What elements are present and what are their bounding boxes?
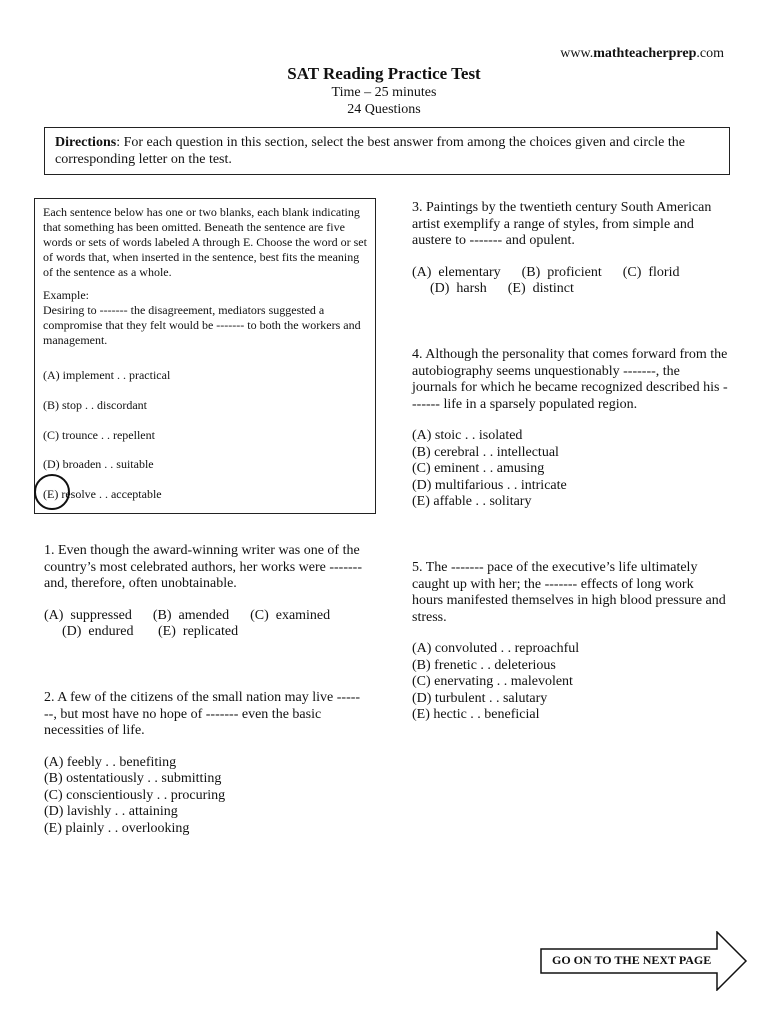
url-suffix: .com bbox=[696, 46, 724, 61]
question-5-text: 5. The ------- pace of the executive’s life ultimately caught up with her; the ------- effects of long work hours manifested themselves in high blood pressure and stress. bbox=[412, 560, 726, 625]
question-2-text: 2. A few of the citizens of the small nation may live -------, but most have no hope of ------- even the basic necessities of life. bbox=[44, 690, 361, 738]
question-5-choice-d[interactable]: (D) turbulent . . salutary bbox=[412, 690, 548, 706]
question-count: 24 Questions bbox=[347, 102, 421, 117]
question-2 bbox=[44, 690, 364, 837]
answer-circle bbox=[34, 474, 70, 510]
question-1-choices-row1[interactable]: (A) suppressed (B) amended (C) examined bbox=[44, 607, 331, 623]
example-sentence: Desiring to ------- the disagreement, mediators suggested a compromise that they felt would be ------- to both the workers and management. bbox=[43, 303, 361, 347]
question-2-choice-b[interactable]: (B) ostentatiously . . submitting bbox=[44, 771, 222, 786]
question-4-choice-a[interactable]: (A) stoic . . isolated bbox=[412, 428, 523, 443]
url-prefix: www. bbox=[560, 46, 594, 61]
example-option-d: (D) broaden . . suitable bbox=[43, 457, 154, 471]
question-2-choice-a[interactable]: (A) feebly . . benefiting bbox=[44, 754, 177, 770]
question-4-choice-e[interactable]: (E) affable . . solitary bbox=[412, 494, 532, 509]
page-title: SAT Reading Practice Test bbox=[287, 64, 481, 83]
question-4-choice-b[interactable]: (B) cerebral . . intellectual bbox=[412, 444, 559, 460]
url-domain: mathteacherprep bbox=[593, 46, 697, 61]
directions-box bbox=[44, 127, 730, 175]
question-5-choice-a[interactable]: (A) convoluted . . reproachful bbox=[412, 641, 580, 656]
question-5 bbox=[412, 560, 728, 724]
question-4-choice-d[interactable]: (D) multifarious . . intricate bbox=[412, 477, 567, 493]
question-5-choice-b[interactable]: (B) frenetic . . deleterious bbox=[412, 657, 556, 673]
question-4 bbox=[412, 347, 728, 511]
question-3-choices-row1[interactable]: (A) elementary (B) proficient (C) florid bbox=[412, 264, 680, 280]
example-option-c: (C) trounce . . repellent bbox=[43, 428, 155, 442]
directions-label: Directions bbox=[55, 135, 117, 150]
example-label: Example: bbox=[43, 288, 89, 302]
question-2-choice-c[interactable]: (C) conscientiously . . procuring bbox=[44, 787, 226, 803]
question-4-choice-c[interactable]: (C) eminent . . amusing bbox=[412, 461, 545, 476]
example-option-a: (A) implement . . practical bbox=[43, 368, 171, 382]
question-1-text: 1. Even though the award-winning writer was one of the country’s most celebrated authors, her works were ------- and, therefore, often unobtainable. bbox=[44, 543, 362, 591]
question-1 bbox=[44, 543, 364, 641]
instructions-intro: Each sentence below has one or two blanks, each blank indicating that something has been omitted. Beneath the sentence are five words or sets of words labeled A through E. Choose the word or set of words that, when inserted in the sentence, best fits the meaning of the sentence as a whole. bbox=[43, 205, 367, 279]
question-5-choice-e[interactable]: (E) hectic . . beneficial bbox=[412, 707, 540, 722]
time-limit: Time – 25 minutes bbox=[331, 85, 437, 100]
example-option-b: (B) stop . . discordant bbox=[43, 398, 147, 412]
example-option-e: (E) resolve . . acceptable bbox=[43, 487, 162, 501]
next-page-label[interactable]: GO ON TO THE NEXT PAGE bbox=[552, 953, 712, 967]
question-4-text: 4. Although the personality that comes forward from the autobiography seems unquestionably -------, the journals for which he became recognized described his ------- life in a sparsely populated region. bbox=[412, 347, 728, 412]
question-1-choices-row2[interactable]: (D) endured (E) replicated bbox=[62, 624, 239, 639]
website-url bbox=[0, 46, 724, 62]
question-3-choices-row2[interactable]: (D) harsh (E) distinct bbox=[430, 281, 574, 296]
instructions-box bbox=[34, 198, 376, 514]
question-5-choice-c[interactable]: (C) enervating . . malevolent bbox=[412, 674, 573, 689]
question-3-text: 3. Paintings by the twentieth century South American artist exemplify a range of styles, from simple and austere to ------- and opulent. bbox=[412, 200, 712, 248]
question-2-choice-d[interactable]: (D) lavishly . . attaining bbox=[44, 804, 178, 819]
question-3 bbox=[412, 200, 728, 298]
directions-text: : For each question in this section, select the best answer from among the choices given and circle the corresponding letter on the test. bbox=[55, 135, 685, 167]
question-2-choice-e[interactable]: (E) plainly . . overlooking bbox=[44, 820, 190, 836]
